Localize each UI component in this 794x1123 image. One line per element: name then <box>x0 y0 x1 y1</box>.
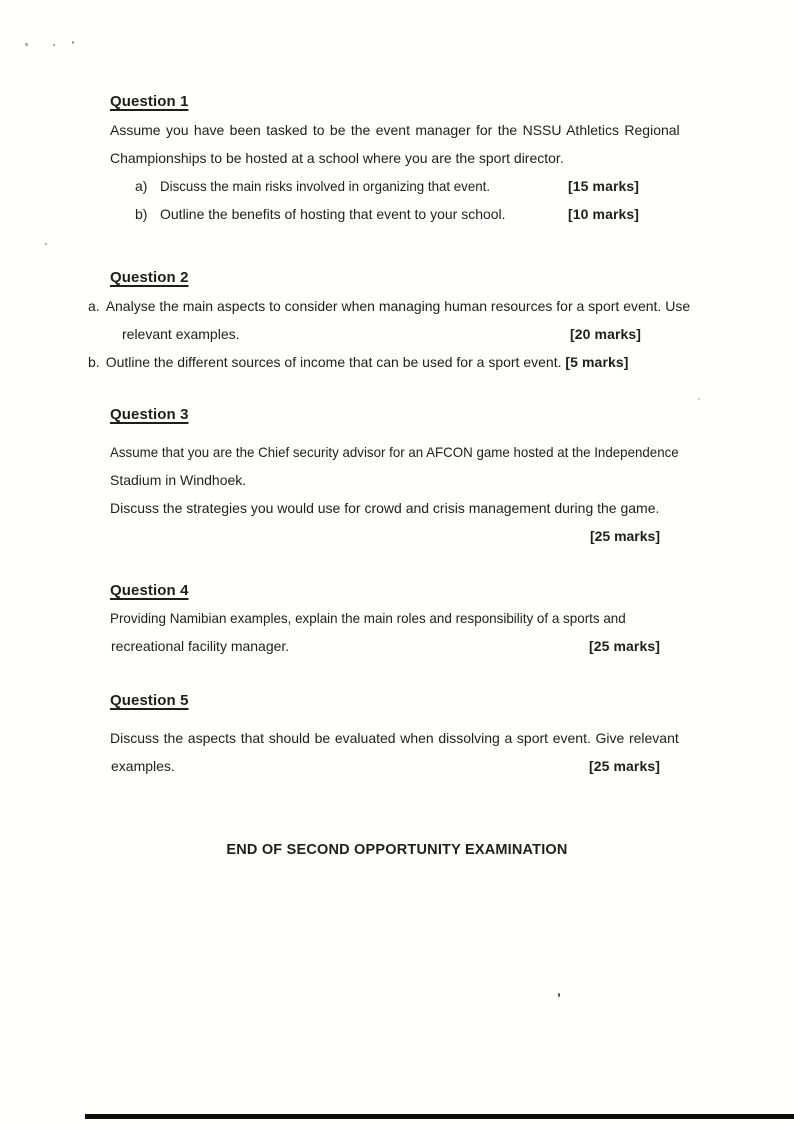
question-2-item-a-line-2 <box>88 325 658 343</box>
question-4-body-line-2 <box>110 637 660 655</box>
item-text: relevant examples. <box>122 326 240 342</box>
question-1-intro-line-2: Championships to be hosted at a school where you are the sport director. <box>110 150 564 166</box>
item-label: a. <box>88 298 100 314</box>
question-2-item-a-line-1 <box>88 297 690 315</box>
scan-speck <box>698 398 700 400</box>
marks-label: [5 marks] <box>565 354 629 370</box>
marks-label: [25 marks] <box>588 758 660 774</box>
end-of-examination-notice: END OF SECOND OPPORTUNITY EXAMINATION <box>226 842 568 858</box>
item-label: b. <box>88 354 100 370</box>
scan-speck <box>45 243 47 245</box>
question-3-body-line-3: Discuss the strategies you would use for crowd and crisis management during the game. <box>110 500 660 516</box>
item-text: Outline the different sources of income that can be used for a sport event. <box>105 354 562 370</box>
question-2-heading: Question 2 <box>110 269 189 286</box>
question-1-item-a <box>110 177 680 195</box>
question-3-body-line-2: Stadium in Windhoek. <box>110 472 247 488</box>
question-5-body-line-2 <box>110 757 660 775</box>
item-label: a) <box>135 178 148 194</box>
item-text: Analyse the main aspects to consider when managing human resources for a sport event. Use <box>105 298 691 314</box>
question-3-heading: Question 3 <box>110 406 189 423</box>
scan-edge-bar <box>85 1114 794 1119</box>
question-3-body-line-1: Assume that you are the Chief security advisor for an AFCON game hosted at the Independence <box>110 444 679 460</box>
question-1-intro-line-1: Assume you have been tasked to be the event manager for the NSSU Athletics Regional <box>110 122 680 138</box>
marks-label: [20 marks] <box>570 326 642 342</box>
item-label: b) <box>135 206 148 222</box>
scan-speck <box>558 993 560 997</box>
marks-label: [10 marks] <box>568 206 640 222</box>
body-text: examples. <box>111 758 175 774</box>
scan-speck <box>53 44 55 46</box>
question-2-item-b <box>88 353 629 371</box>
question-5-body-line-1: Discuss the aspects that should be evaluated when dissolving a sport event. Give relevant <box>110 730 679 746</box>
marks-label: [15 marks] <box>568 178 640 194</box>
question-1-heading: Question 1 <box>110 93 189 110</box>
marks-label: [25 marks] <box>588 638 660 654</box>
question-5-heading: Question 5 <box>110 692 189 709</box>
item-text: Outline the benefits of hosting that event to your school. <box>160 206 506 222</box>
question-4-body-line-1: Providing Namibian examples, explain the main roles and responsibility of a sports and <box>110 610 626 626</box>
question-4-heading: Question 4 <box>110 582 189 599</box>
marks-label: [25 marks] <box>589 528 660 544</box>
body-text: recreational facility manager. <box>111 638 290 654</box>
item-text: Discuss the main risks involved in organizing that event. <box>160 178 491 194</box>
scan-speck <box>72 41 74 44</box>
scan-speck <box>25 43 28 46</box>
question-1-item-b <box>110 205 680 223</box>
